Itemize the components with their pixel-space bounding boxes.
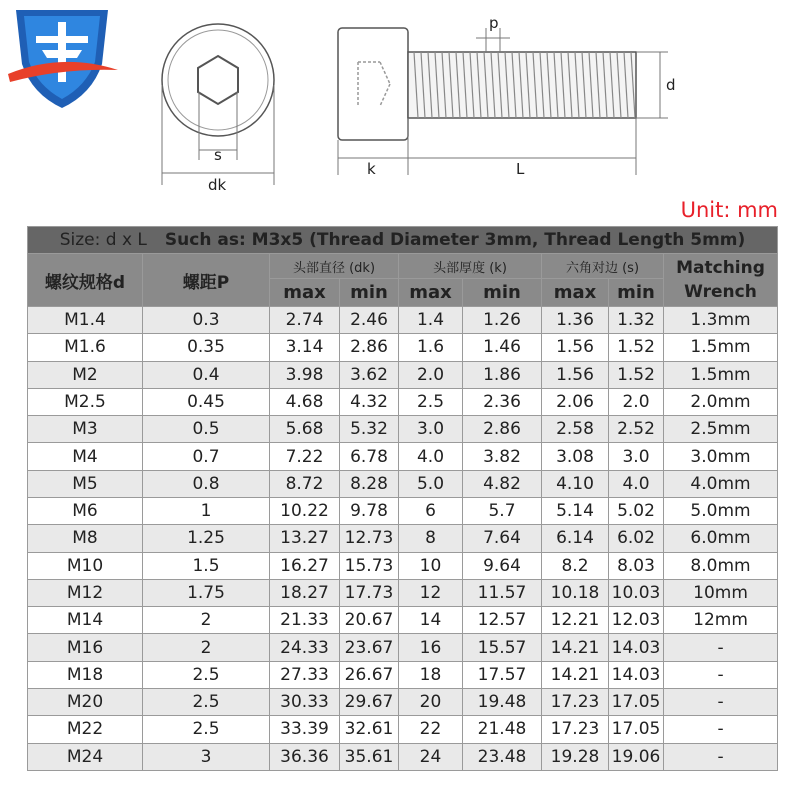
cell-k-min: 19.48 — [463, 688, 542, 715]
cell-dk-min: 15.73 — [340, 552, 399, 579]
dim-label-dk: dk — [208, 176, 227, 194]
cell-wrench: 3.0mm — [664, 443, 778, 470]
cell-p: 0.4 — [143, 361, 270, 388]
header-dk-max: max — [270, 279, 340, 307]
cell-dk-max: 7.22 — [270, 443, 340, 470]
cell-s-max: 8.2 — [542, 552, 609, 579]
cell-p: 2.5 — [143, 661, 270, 688]
cell-p: 0.3 — [143, 307, 270, 334]
cell-wrench: - — [664, 634, 778, 661]
cell-s-min: 2.0 — [609, 388, 664, 415]
cell-wrench: 6.0mm — [664, 525, 778, 552]
size-note-row — [28, 227, 778, 254]
cell-d: M10 — [28, 552, 143, 579]
cell-dk-min: 26.67 — [340, 661, 399, 688]
header-pitch: 螺距P — [143, 254, 270, 307]
header-dk-min: min — [340, 279, 399, 307]
table-body — [28, 307, 778, 771]
table-row — [28, 388, 778, 415]
screw-spec-table — [27, 226, 778, 771]
cell-s-max: 2.06 — [542, 388, 609, 415]
cell-k-max: 12 — [399, 579, 463, 606]
cell-k-min: 11.57 — [463, 579, 542, 606]
cell-k-min: 9.64 — [463, 552, 542, 579]
cell-k-min: 23.48 — [463, 743, 542, 771]
cell-d: M6 — [28, 497, 143, 524]
cell-k-min: 12.57 — [463, 607, 542, 634]
cell-wrench: 1.5mm — [664, 361, 778, 388]
cell-p: 0.35 — [143, 334, 270, 361]
table-row — [28, 579, 778, 606]
cell-dk-max: 3.98 — [270, 361, 340, 388]
cell-d: M14 — [28, 607, 143, 634]
cell-wrench: 12mm — [664, 607, 778, 634]
cell-s-min: 14.03 — [609, 661, 664, 688]
cell-k-max: 18 — [399, 661, 463, 688]
cell-s-max: 4.10 — [542, 470, 609, 497]
cell-s-max: 17.23 — [542, 716, 609, 743]
cell-dk-max: 8.72 — [270, 470, 340, 497]
cell-d: M1.6 — [28, 334, 143, 361]
cell-k-max: 2.5 — [399, 388, 463, 415]
cell-s-max: 17.23 — [542, 688, 609, 715]
cell-dk-max: 30.33 — [270, 688, 340, 715]
cell-k-max: 16 — [399, 634, 463, 661]
cell-dk-min: 2.46 — [340, 307, 399, 334]
cell-k-max: 1.6 — [399, 334, 463, 361]
header-head-thickness: 头部厚度 (k) — [399, 254, 542, 279]
cell-wrench: 2.5mm — [664, 416, 778, 443]
dim-label-L: L — [516, 160, 525, 178]
cell-d: M4 — [28, 443, 143, 470]
cell-k-max: 3.0 — [399, 416, 463, 443]
header-hex-across: 六角对边 (s) — [542, 254, 664, 279]
cell-d: M5 — [28, 470, 143, 497]
table-row — [28, 443, 778, 470]
cell-dk-max: 2.74 — [270, 307, 340, 334]
cell-wrench: 1.3mm — [664, 307, 778, 334]
cell-d: M16 — [28, 634, 143, 661]
cell-wrench: - — [664, 688, 778, 715]
cell-wrench: 5.0mm — [664, 497, 778, 524]
table-row — [28, 743, 778, 771]
cell-wrench: 2.0mm — [664, 388, 778, 415]
cell-s-max: 12.21 — [542, 607, 609, 634]
cell-d: M3 — [28, 416, 143, 443]
cell-p: 2 — [143, 634, 270, 661]
cell-wrench: 4.0mm — [664, 470, 778, 497]
cell-k-max: 22 — [399, 716, 463, 743]
cell-k-min: 5.7 — [463, 497, 542, 524]
cell-s-min: 10.03 — [609, 579, 664, 606]
cell-p: 2.5 — [143, 688, 270, 715]
cell-dk-min: 35.61 — [340, 743, 399, 771]
cell-s-min: 3.0 — [609, 443, 664, 470]
table-row — [28, 470, 778, 497]
size-note-cell — [28, 227, 778, 254]
cell-s-min: 1.32 — [609, 307, 664, 334]
cell-k-min: 4.82 — [463, 470, 542, 497]
cell-p: 0.5 — [143, 416, 270, 443]
cell-s-max: 1.36 — [542, 307, 609, 334]
cell-dk-max: 3.14 — [270, 334, 340, 361]
cell-k-min: 2.36 — [463, 388, 542, 415]
cell-dk-max: 4.68 — [270, 388, 340, 415]
dim-label-p: p — [489, 14, 499, 32]
cell-k-max: 6 — [399, 497, 463, 524]
table-header-row — [28, 254, 778, 279]
cell-s-max: 2.58 — [542, 416, 609, 443]
cell-s-max: 19.28 — [542, 743, 609, 771]
cell-k-min: 21.48 — [463, 716, 542, 743]
cell-dk-min: 32.61 — [340, 716, 399, 743]
cell-s-max: 6.14 — [542, 525, 609, 552]
cell-s-max: 1.56 — [542, 334, 609, 361]
header-k-max: max — [399, 279, 463, 307]
table-row — [28, 607, 778, 634]
cell-s-min: 12.03 — [609, 607, 664, 634]
cell-s-max: 5.14 — [542, 497, 609, 524]
cell-dk-max: 24.33 — [270, 634, 340, 661]
table-row — [28, 334, 778, 361]
cell-d: M18 — [28, 661, 143, 688]
cell-p: 0.8 — [143, 470, 270, 497]
cell-wrench: 10mm — [664, 579, 778, 606]
table-row — [28, 307, 778, 334]
cell-dk-min: 29.67 — [340, 688, 399, 715]
cell-p: 2 — [143, 607, 270, 634]
dim-label-d: d — [666, 76, 676, 94]
screw-technical-drawing — [0, 0, 800, 200]
header-s-min: min — [609, 279, 664, 307]
dim-label-k: k — [367, 160, 376, 178]
cell-wrench: - — [664, 743, 778, 771]
cell-s-min: 14.03 — [609, 634, 664, 661]
table-row — [28, 497, 778, 524]
cell-dk-min: 3.62 — [340, 361, 399, 388]
table-row — [28, 416, 778, 443]
cell-s-min: 17.05 — [609, 688, 664, 715]
cell-dk-min: 23.67 — [340, 634, 399, 661]
cell-d: M20 — [28, 688, 143, 715]
cell-k-max: 8 — [399, 525, 463, 552]
cell-k-min: 1.86 — [463, 361, 542, 388]
cell-k-min: 2.86 — [463, 416, 542, 443]
cell-dk-min: 9.78 — [340, 497, 399, 524]
cell-dk-max: 13.27 — [270, 525, 340, 552]
cell-wrench: - — [664, 716, 778, 743]
cell-dk-max: 5.68 — [270, 416, 340, 443]
cell-k-max: 2.0 — [399, 361, 463, 388]
header-thread-spec: 螺纹规格d — [28, 254, 143, 307]
cell-wrench: - — [664, 661, 778, 688]
unit-label: Unit: mm — [680, 198, 778, 222]
cell-k-max: 24 — [399, 743, 463, 771]
cell-d: M22 — [28, 716, 143, 743]
cell-p: 1 — [143, 497, 270, 524]
size-note-text: Such as: M3x5 (Thread Diameter 3mm, Thread Length 5mm) — [164, 230, 746, 250]
cell-s-min: 2.52 — [609, 416, 664, 443]
cell-dk-max: 21.33 — [270, 607, 340, 634]
cell-s-min: 6.02 — [609, 525, 664, 552]
cell-k-max: 5.0 — [399, 470, 463, 497]
table-row — [28, 688, 778, 715]
cell-p: 0.45 — [143, 388, 270, 415]
table-row — [28, 716, 778, 743]
cell-k-max: 10 — [399, 552, 463, 579]
cell-d: M2 — [28, 361, 143, 388]
table-row — [28, 361, 778, 388]
cell-p: 1.25 — [143, 525, 270, 552]
cell-s-min: 19.06 — [609, 743, 664, 771]
cell-s-max: 14.21 — [542, 661, 609, 688]
header-head-diameter: 头部直径 (dk) — [270, 254, 399, 279]
cell-wrench: 8.0mm — [664, 552, 778, 579]
dim-label-s: s — [214, 146, 222, 164]
cell-dk-max: 27.33 — [270, 661, 340, 688]
table-row — [28, 634, 778, 661]
cell-s-min: 4.0 — [609, 470, 664, 497]
cell-s-max: 3.08 — [542, 443, 609, 470]
header-s-max: max — [542, 279, 609, 307]
cell-d: M1.4 — [28, 307, 143, 334]
table-row — [28, 552, 778, 579]
cell-k-max: 14 — [399, 607, 463, 634]
cell-k-min: 17.57 — [463, 661, 542, 688]
cell-k-min: 3.82 — [463, 443, 542, 470]
cell-dk-min: 20.67 — [340, 607, 399, 634]
cell-s-max: 14.21 — [542, 634, 609, 661]
cell-k-max: 1.4 — [399, 307, 463, 334]
cell-k-max: 4.0 — [399, 443, 463, 470]
cell-dk-max: 16.27 — [270, 552, 340, 579]
cell-k-min: 7.64 — [463, 525, 542, 552]
cell-p: 1.5 — [143, 552, 270, 579]
cell-s-min: 17.05 — [609, 716, 664, 743]
cell-d: M12 — [28, 579, 143, 606]
table-row — [28, 525, 778, 552]
cell-dk-max: 18.27 — [270, 579, 340, 606]
cell-dk-min: 8.28 — [340, 470, 399, 497]
cell-k-min: 1.26 — [463, 307, 542, 334]
cell-s-max: 10.18 — [542, 579, 609, 606]
cell-s-min: 8.03 — [609, 552, 664, 579]
header-matching-wrench: Matching Wrench — [664, 254, 778, 307]
cell-p: 3 — [143, 743, 270, 771]
cell-dk-min: 5.32 — [340, 416, 399, 443]
cell-s-min: 5.02 — [609, 497, 664, 524]
cell-d: M8 — [28, 525, 143, 552]
cell-s-min: 1.52 — [609, 361, 664, 388]
cell-dk-min: 4.32 — [340, 388, 399, 415]
cell-wrench: 1.5mm — [664, 334, 778, 361]
cell-dk-min: 17.73 — [340, 579, 399, 606]
cell-d: M2.5 — [28, 388, 143, 415]
cell-k-min: 1.46 — [463, 334, 542, 361]
cell-dk-min: 2.86 — [340, 334, 399, 361]
size-note-label: Size: d x L — [59, 230, 147, 250]
cell-p: 0.7 — [143, 443, 270, 470]
cell-p: 1.75 — [143, 579, 270, 606]
cell-s-min: 1.52 — [609, 334, 664, 361]
cell-s-max: 1.56 — [542, 361, 609, 388]
header-k-min: min — [463, 279, 542, 307]
cell-dk-max: 36.36 — [270, 743, 340, 771]
cell-dk-max: 10.22 — [270, 497, 340, 524]
cell-p: 2.5 — [143, 716, 270, 743]
table-row — [28, 661, 778, 688]
cell-dk-min: 12.73 — [340, 525, 399, 552]
cell-k-min: 15.57 — [463, 634, 542, 661]
cell-k-max: 20 — [399, 688, 463, 715]
cell-dk-min: 6.78 — [340, 443, 399, 470]
cell-dk-max: 33.39 — [270, 716, 340, 743]
cell-d: M24 — [28, 743, 143, 771]
